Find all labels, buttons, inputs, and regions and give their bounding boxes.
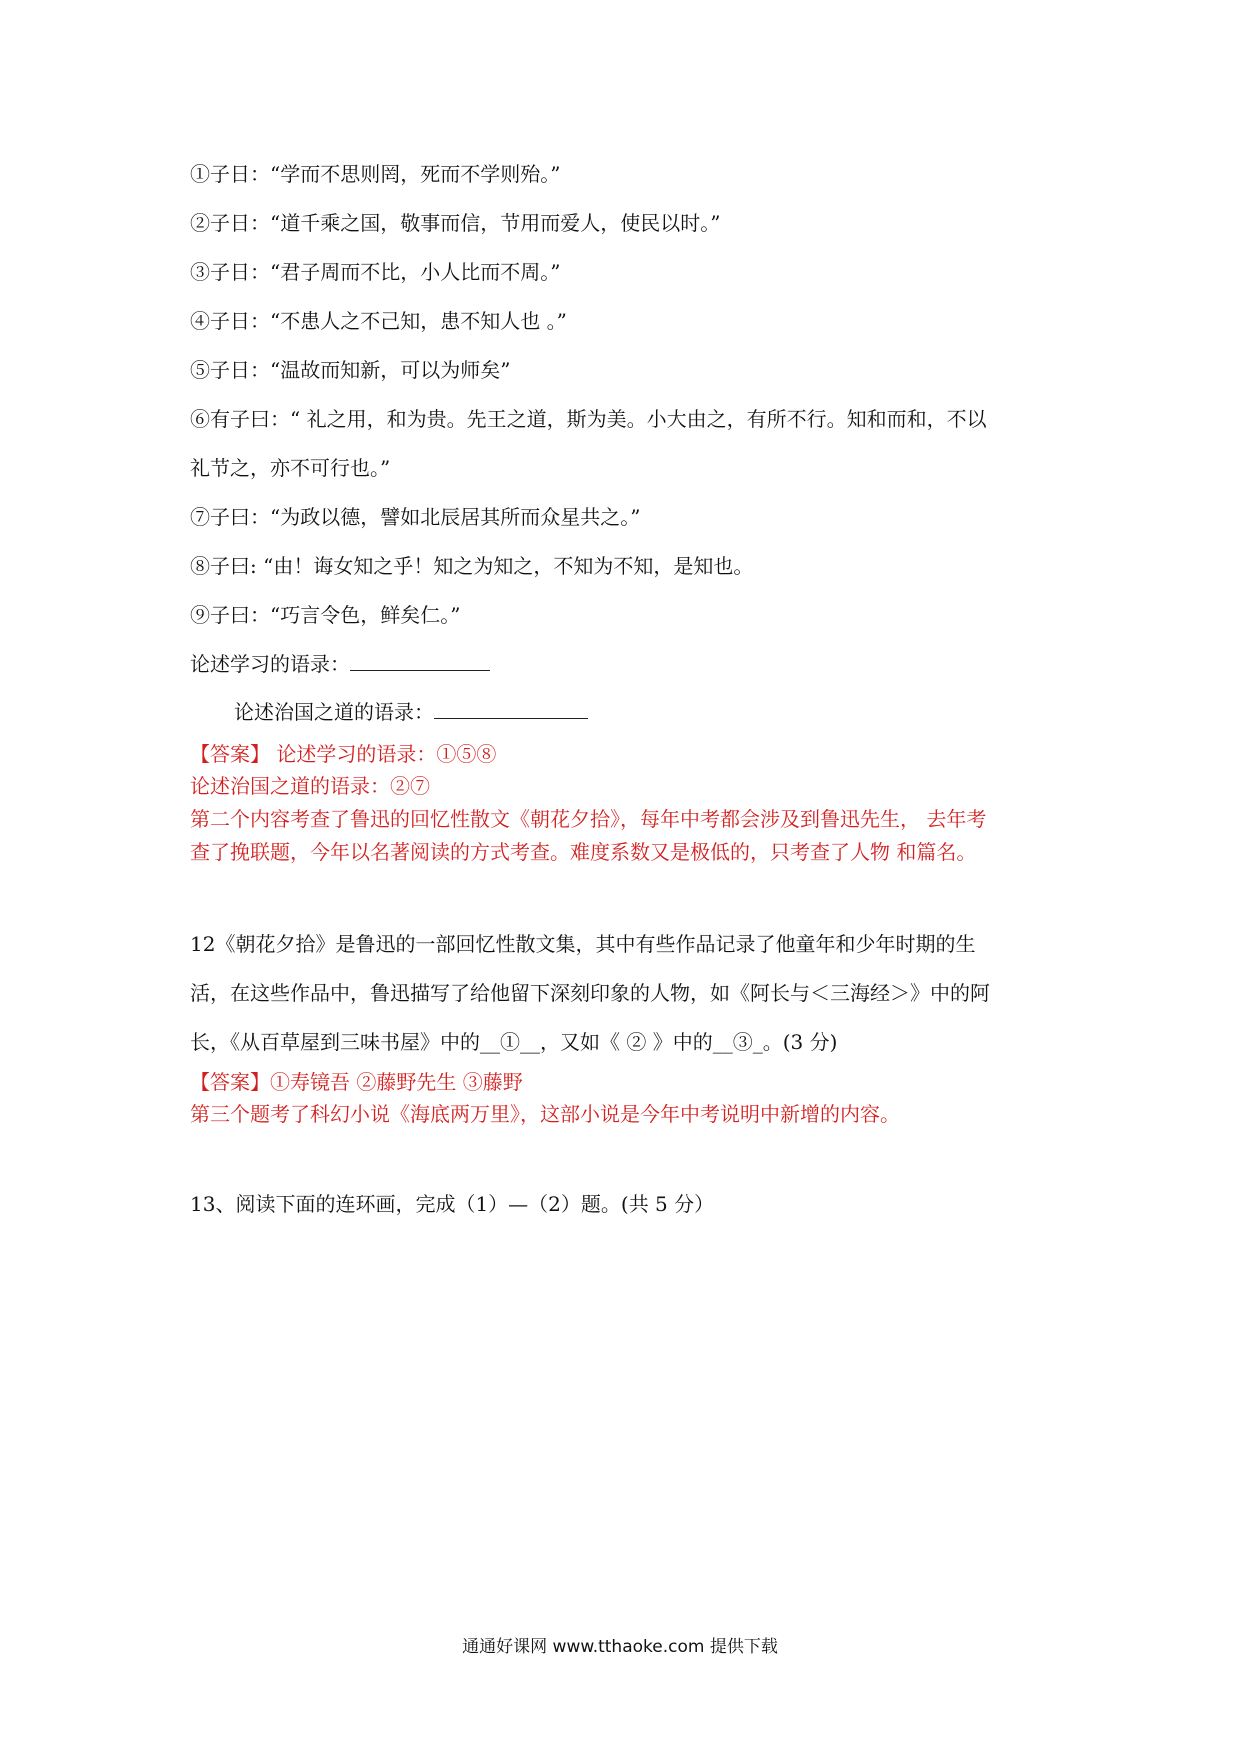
study-answer-blank[interactable] [350,652,490,671]
answer2-text: ①寿镜吾 ②藤野先生 ③藤野 [270,1070,523,1094]
quote-2: ②子日：“道千乘之国，敬事而信，节用而爱人，使民以时。” [190,211,721,235]
study-prompt [190,650,490,678]
question12-line3: 长，《从百草屋到三味书屋》中的__①__，又如《 ② 》中的__③_。(3 分) [190,1030,838,1054]
answer2-tag: 【答案】 [190,1070,270,1094]
answer1-comment-line2: 查了挽联题，今年以名著阅读的方式考查。难度系数又是极低的，只考查了人物 和篇名。 [190,840,977,864]
answer1-tag: 【答案】 [190,742,270,766]
quote-8: ⑧子曰: “由！诲女知之乎！知之为知之，不知为不知，是知也。 [190,554,754,578]
answer1-comment-line1: 第二个内容考查了鲁迅的回忆性散文《朝花夕拾》，每年中考都会涉及到鲁迅先生， 去年考 [190,807,987,831]
govern-label: 论述治国之道的语录： [234,700,434,724]
page-footer: 通通好课网 www.tthaoke.com 提供下载 [462,1637,778,1657]
quote-5: ⑤子日：“温故而知新，可以为师矣” [190,358,511,382]
govern-prompt [234,698,588,726]
quote-4: ④子日：“不患人之不己知，患不知人也 。” [190,309,567,333]
question12-line1: 12《朝花夕拾》是鲁迅的一部回忆性散文集，其中有些作品记录了他童年和少年时期的生 [190,932,976,956]
question13-line1: 13、阅读下面的连环画，完成（1）—（2）题。(共 5 分） [190,1192,715,1216]
answer1-study [190,740,496,768]
quote-3: ③子日：“君子周而不比，小人比而不周。” [190,260,561,284]
answer1-govern: 论述治国之道的语录：②⑦ [190,774,430,798]
quote-6-line2: 礼节之，亦不可行也。” [190,456,391,480]
quote-7: ⑦子曰：“为政以德，譬如北辰居其所而众星共之。” [190,505,641,529]
quote-1: ①子日：“学而不思则罔，死而不学则殆。” [190,162,561,186]
question12-line2: 活，在这些作品中，鲁迅描写了给他留下深刻印象的人物，如《阿长与＜三海经＞》中的阿 [190,981,990,1005]
quote-9: ⑨子曰：“巧言令色，鲜矣仁。” [190,603,461,627]
answer2-comment: 第三个题考了科幻小说《海底两万里》，这部小说是今年中考说明中新增的内容。 [190,1102,900,1126]
answer1-study-text: 论述学习的语录：①⑤⑧ [270,742,497,766]
answer2-line [190,1068,523,1096]
study-label: 论述学习的语录： [190,652,350,676]
govern-answer-blank[interactable] [434,700,588,719]
quote-6-line1: ⑥有子曰：“ 礼之用，和为贵。先王之道，斯为美。小大由之，有所不行。知和而和，不以 [190,407,987,431]
